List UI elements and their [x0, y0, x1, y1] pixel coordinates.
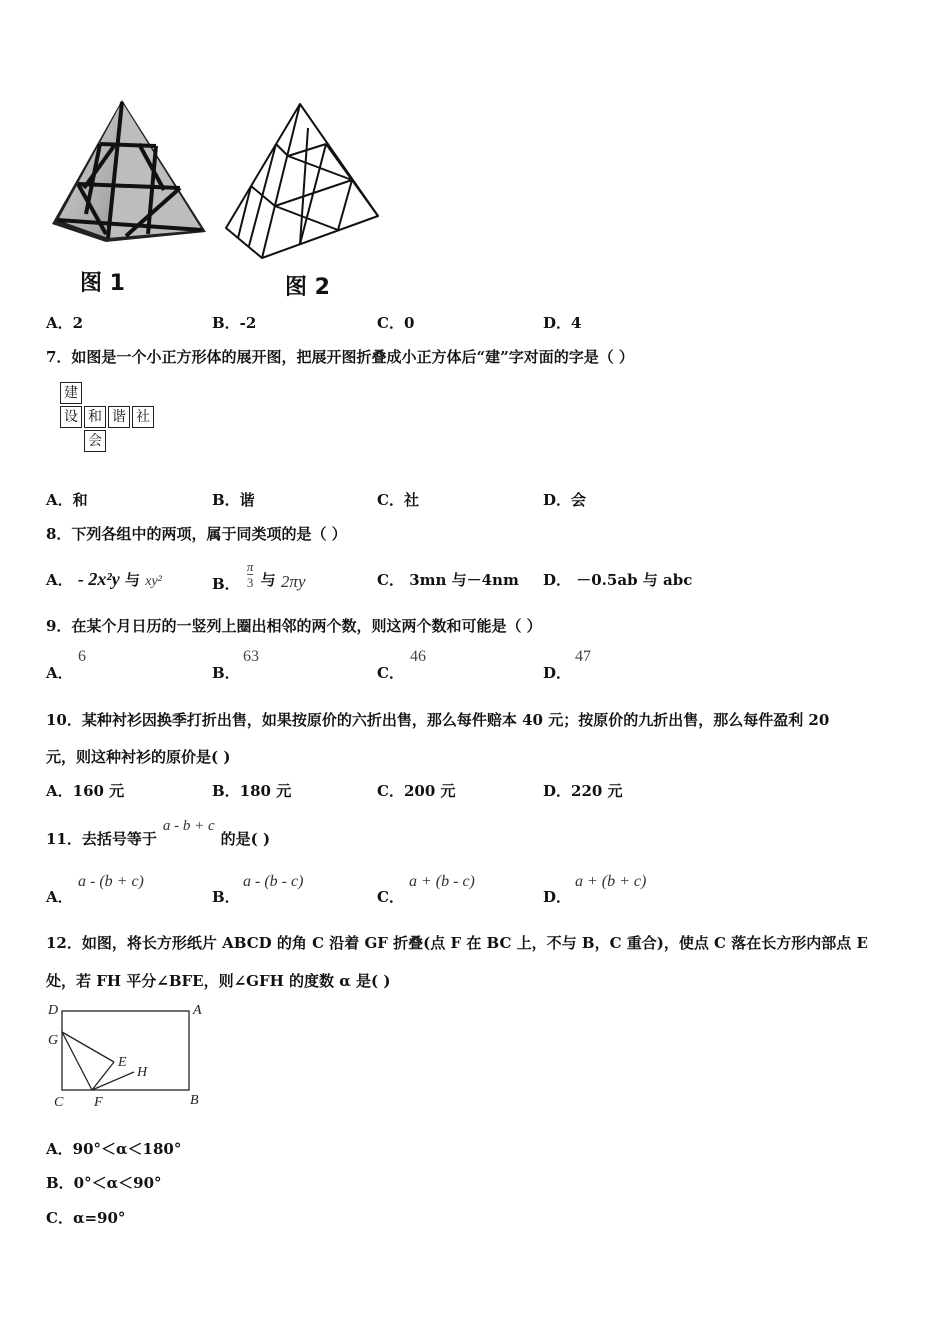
q6-option-c[interactable]: C．0 — [377, 314, 415, 332]
q8-b-fraction — [247, 560, 254, 590]
figure-2-label: 图 2 — [285, 275, 330, 300]
pyramid-line-figure — [220, 98, 385, 266]
net-cell: 设 — [60, 406, 82, 428]
q12-text-line1: 12．如图，将长方形纸片 ABCD 的角 C 沿着 GF 折叠(点 F 在 BC 上，不与 B，C 重合)，使点 C 落在长方形内部点 E — [46, 934, 868, 952]
q8-option-c[interactable] — [377, 569, 519, 590]
option-letter: D． — [543, 664, 572, 682]
q11-a-expr: a - (b + c) — [78, 873, 144, 890]
q9-b-value: 63 — [243, 648, 259, 665]
q8-b-numerator: π — [246, 559, 254, 574]
q10-option-a[interactable]: A．160 元 — [46, 782, 125, 800]
q11-expr: a - b + c — [162, 818, 215, 834]
q9-option-a[interactable] — [46, 662, 73, 683]
q11-d-expr: a + (b + c) — [575, 873, 647, 890]
option-letter: B． — [212, 575, 240, 593]
net-cell: 和 — [84, 406, 106, 428]
q12-option-a[interactable]: A．90°＜α＜180° — [46, 1140, 182, 1158]
rectangle-fold-figure — [44, 998, 214, 1113]
q10-text-line2: 元，则这种衬衫的原价是( ) — [46, 748, 231, 766]
q10-option-b[interactable]: B．180 元 — [212, 782, 292, 800]
q8-d-text: －0.5ab 与 abc — [576, 571, 693, 589]
q6-option-b[interactable]: B．-2 — [212, 314, 257, 332]
q9-text: 9．在某个月日历的一竖列上圈出相邻的两个数，则这两个数和可能是（ ） — [46, 617, 542, 635]
option-letter: D． — [543, 888, 572, 906]
net-cell: 会 — [84, 430, 106, 452]
q10-option-c[interactable]: C．200 元 — [377, 782, 456, 800]
q7-option-a[interactable]: A．和 — [46, 491, 88, 509]
q7-option-d[interactable]: D．会 — [543, 491, 587, 509]
rectangle-abcd — [62, 1011, 189, 1090]
q11-text — [46, 818, 271, 849]
q8-b-with: 与 — [260, 571, 276, 589]
q12-text-line2: 处，若 FH 平分∠BFE，则∠GFH 的度数 α 是( ) — [46, 972, 391, 990]
q8-option-a[interactable] — [46, 569, 162, 590]
q11-option-d[interactable] — [543, 886, 571, 907]
pyramid-photo-figure — [44, 96, 214, 246]
q7-option-c[interactable]: C．社 — [377, 491, 419, 509]
option-letter: C． — [377, 571, 404, 589]
q9-option-b[interactable] — [212, 662, 240, 683]
q11-suffix: 的是( ) — [220, 830, 271, 848]
q11-option-a[interactable] — [46, 886, 73, 907]
q8-a-expr2: xy² — [145, 574, 162, 589]
net-cell: 建 — [60, 382, 82, 404]
q10-option-d[interactable]: D．220 元 — [543, 782, 623, 800]
q8-a-with: 与 — [125, 571, 141, 589]
q9-option-c[interactable] — [377, 662, 404, 683]
point-label-h: H — [137, 1065, 148, 1080]
q11-b-expr: a - (b - c) — [243, 873, 304, 890]
q9-option-d[interactable] — [543, 662, 571, 683]
point-label-d: D — [48, 1003, 59, 1018]
net-cell: 社 — [132, 406, 154, 428]
q12-option-c[interactable]: C．α=90° — [46, 1209, 126, 1227]
q9-d-value: 47 — [575, 648, 591, 665]
q8-b-denominator: 3 — [246, 575, 254, 590]
q8-option-d[interactable] — [543, 569, 692, 590]
option-letter: A． — [46, 571, 73, 589]
q9-c-value: 46 — [410, 648, 426, 665]
q8-c-text: 3mn 与－4nm — [409, 571, 519, 589]
point-label-a: A — [193, 1003, 202, 1018]
q6-option-a[interactable]: A．2 — [46, 314, 84, 332]
q12-option-b[interactable]: B．0°＜α＜90° — [46, 1174, 162, 1192]
point-label-c: C — [54, 1095, 64, 1110]
option-letter: A． — [46, 888, 73, 906]
q8-b-expr2: 2πy — [280, 572, 306, 591]
q6-option-d[interactable]: D．4 — [543, 314, 582, 332]
q11-c-expr: a + (b - c) — [409, 873, 475, 890]
option-letter: C． — [377, 664, 404, 682]
q8-option-b[interactable] — [212, 559, 306, 593]
q9-a-value: 6 — [78, 648, 86, 665]
point-label-b: B — [190, 1093, 199, 1108]
point-label-g: G — [48, 1033, 59, 1048]
option-letter: B． — [212, 664, 240, 682]
option-letter: A． — [46, 664, 73, 682]
q8-a-expr1: - 2x²y — [77, 569, 120, 589]
option-letter: B． — [212, 888, 240, 906]
cube-net-figure — [60, 382, 160, 454]
q8-text: 8．下列各组中的两项，属于同类项的是（ ） — [46, 525, 347, 543]
option-letter: C． — [377, 888, 404, 906]
point-label-e: E — [118, 1055, 127, 1070]
figure-1-label: 图 1 — [80, 271, 125, 296]
option-letter: D． — [543, 571, 572, 589]
point-label-f: F — [94, 1095, 103, 1110]
net-cell: 谐 — [108, 406, 130, 428]
q10-text-line1: 10．某种衬衫因换季打折出售，如果按原价的六折出售，那么每件赔本 40 元；按原价的九折出售，那么每件盈利 20 — [46, 711, 830, 729]
q11-option-b[interactable] — [212, 886, 240, 907]
q11-option-c[interactable] — [377, 886, 404, 907]
q7-option-b[interactable]: B．谐 — [212, 491, 255, 509]
q7-text: 7．如图是一个小正方形体的展开图，把展开图折叠成小正方体后“建”字对面的字是（ ） — [46, 348, 634, 366]
q11-prefix: 11．去括号等于 — [46, 830, 157, 848]
